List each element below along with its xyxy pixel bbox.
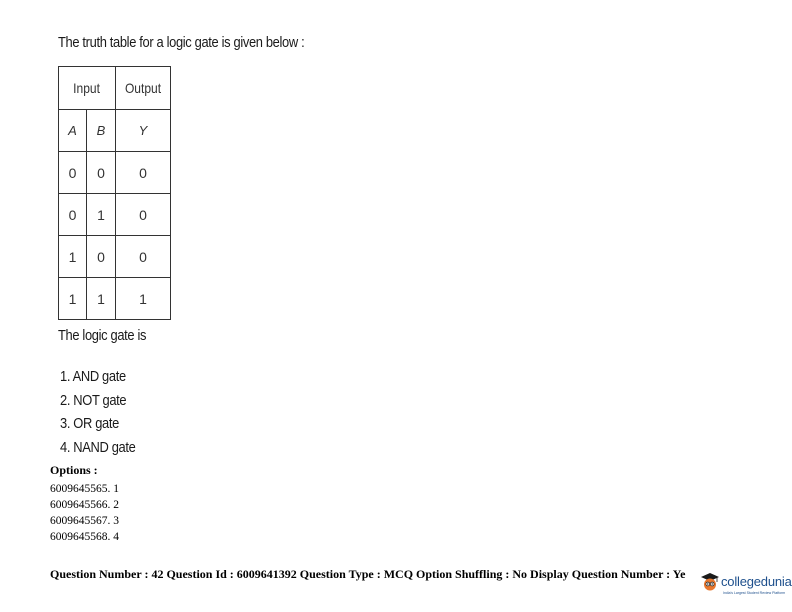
table-cell: 1 (116, 278, 171, 320)
answer-choices (60, 366, 148, 460)
table-row (59, 152, 171, 194)
table-cell: 1 (87, 194, 116, 236)
column-a-header: A (59, 110, 87, 152)
table-cell: 0 (116, 152, 171, 194)
option-id-item: 6009645568. 4 (50, 531, 119, 543)
column-b-header: B (87, 110, 116, 152)
table-row (59, 194, 171, 236)
options-label: Options : (50, 463, 98, 477)
output-header: Output (116, 67, 171, 110)
table-row (59, 236, 171, 278)
table-cell: 0 (87, 152, 116, 194)
option-id-item: 6009645567. 3 (50, 515, 119, 527)
table-cell: 0 (87, 236, 116, 278)
question-meta-line: Question Number : 42 Question Id : 6009641392 Question Type : MCQ Option Shuffling : No Display Question Number : Ye (50, 567, 686, 581)
table-cell: 0 (116, 236, 171, 278)
truth-table (58, 66, 171, 320)
brand-tagline: India's Largest Student Review Platform (723, 591, 786, 595)
brand-watermark (700, 570, 792, 604)
table-row (59, 278, 171, 320)
option-id-item: 6009645565. 1 (50, 483, 119, 495)
option-id-list (50, 481, 119, 545)
choice-item: 1. AND gate (60, 368, 126, 385)
question-text: The truth table for a logic gate is given below : (58, 34, 305, 51)
table-cell: 1 (59, 278, 87, 320)
table-cell: 0 (59, 194, 87, 236)
table-cell: 1 (87, 278, 116, 320)
graduate-mascot-icon (700, 572, 720, 592)
question-prompt: The logic gate is (58, 327, 147, 344)
input-header: Input (59, 67, 116, 110)
table-cell: 0 (116, 194, 171, 236)
choice-item: 3. OR gate (60, 415, 119, 432)
table-cell: 0 (59, 152, 87, 194)
choice-item: 4. NAND gate (60, 438, 136, 456)
option-id-item: 6009645566. 2 (50, 499, 119, 511)
brand-name: collegedunia (721, 574, 792, 589)
table-header-row (59, 67, 171, 110)
column-header-row (59, 110, 171, 152)
column-y-header: Y (116, 110, 171, 152)
choice-item: 2. NOT gate (60, 391, 127, 409)
table-cell: 1 (59, 236, 87, 278)
